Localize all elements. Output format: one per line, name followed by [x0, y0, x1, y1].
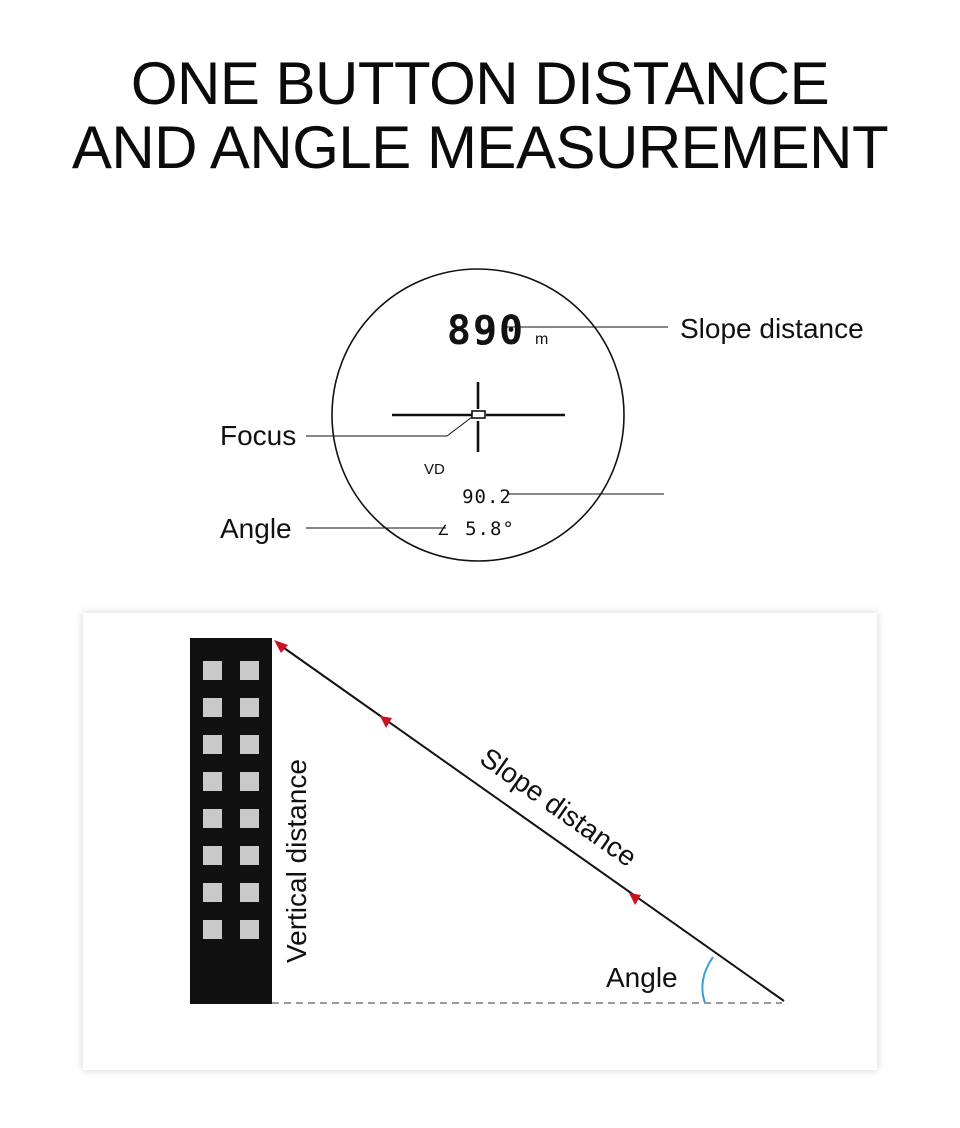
building-window: [240, 735, 259, 754]
distance-unit: m: [535, 331, 549, 348]
building-window: [203, 809, 222, 828]
angle-label: Angle: [606, 962, 678, 993]
building-window: [203, 846, 222, 865]
building-window: [240, 846, 259, 865]
building-window: [203, 772, 222, 791]
building: [190, 638, 272, 1004]
building-window: [240, 698, 259, 717]
building-window: [203, 735, 222, 754]
slope-distance-label: Slope distance: [474, 741, 643, 873]
building-window: [240, 920, 259, 939]
distance-readout: 890: [446, 308, 526, 354]
slope-distance-callout: Slope distance: [680, 313, 864, 344]
building-window: [203, 920, 222, 939]
building-window: [240, 772, 259, 791]
title-line-1: ONE BUTTON DISTANCE: [130, 50, 830, 117]
building-window: [240, 883, 259, 902]
arrowhead-top: [274, 640, 288, 653]
building-window: [203, 883, 222, 902]
angle-readout: 5.8°: [465, 518, 515, 540]
building-window: [203, 661, 222, 680]
building-window: [203, 698, 222, 717]
vertical-distance-label: Vertical distance: [281, 759, 312, 963]
angle-symbol-icon: ∠: [437, 522, 450, 538]
title-line-2: AND ANGLE MEASUREMENT: [71, 114, 889, 181]
slope-line: [277, 643, 784, 1001]
angle-callout: Angle: [220, 513, 292, 544]
focus-callout: Focus: [220, 420, 297, 451]
building-window: [240, 809, 259, 828]
building-window: [240, 661, 259, 680]
angle-arc: [702, 957, 713, 1003]
vd-readout: 90.2: [462, 486, 512, 508]
mode-label: VD: [424, 461, 445, 478]
